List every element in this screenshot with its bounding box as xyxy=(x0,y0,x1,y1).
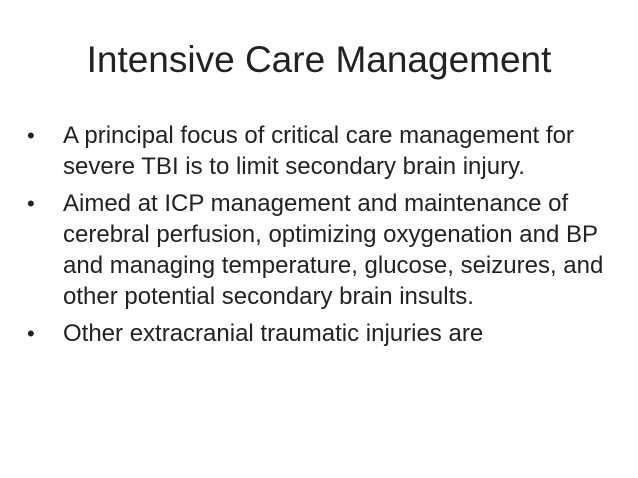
bullet-text: Aimed at ICP management and maintenance of cerebral perfusion, optimizing oxygenation and BP and managing temperature, glucose, seizures, and other potential secondary brain insults. xyxy=(63,190,604,310)
bullet-dot-icon: • xyxy=(27,123,35,148)
bullet-list xyxy=(24,120,624,355)
slide-title: Intensive Care Management xyxy=(86,39,552,80)
bullet-text: A principal focus of critical care management for severe TBI is to limit secondary brain injury. xyxy=(63,122,574,180)
bullet-dot-icon: • xyxy=(27,191,35,216)
bullet-item xyxy=(24,318,624,349)
bullet-item xyxy=(24,120,624,182)
bullet-dot-icon: • xyxy=(27,321,35,346)
bullet-text: Other extracranial traumatic injuries are xyxy=(63,320,484,347)
bullet-item xyxy=(24,188,624,312)
